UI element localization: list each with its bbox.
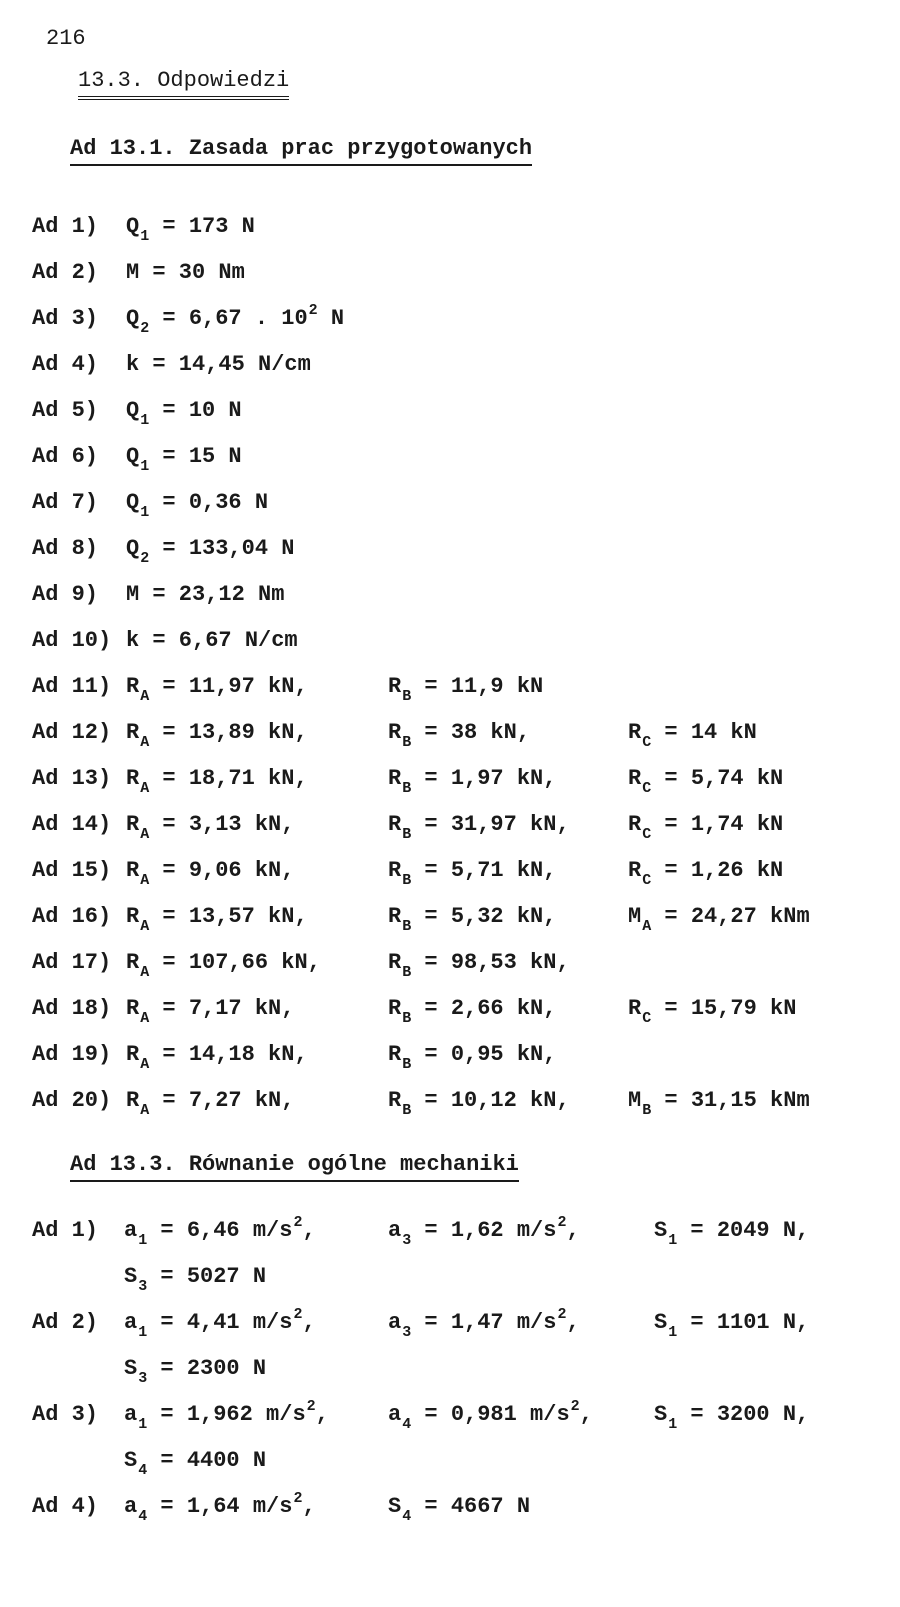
answer-label: Ad 6) [32,444,99,469]
answer-sub: 1 [138,1232,148,1249]
answer-rest: = 24,27 kNm [651,904,810,929]
answer-value [388,1398,593,1433]
answer-sub: B [402,918,412,935]
answer-value [388,1214,580,1249]
answer-value [124,1356,267,1387]
answer-rest: = 3200 N, [677,1402,810,1427]
answer-sub: C [642,872,652,889]
answer-sym: M [628,1088,642,1113]
answer-sym: a [124,1310,138,1335]
answer-rest: = 98,53 kN, [411,950,570,975]
answer-value [388,1494,531,1525]
answer-rest: = 4667 N [411,1494,531,1519]
answer-sym: a [124,1494,138,1519]
answer-value [126,766,308,797]
answer-tail: , [302,1218,316,1243]
answer-sym: R [126,996,140,1021]
answer-rest: = 173 N [149,214,255,239]
answer-rest: = 2,66 kN, [411,996,557,1021]
answer-sym: Q [126,444,140,469]
answer-label: Ad 1) [32,214,99,239]
answer-value [126,674,308,705]
answer-sym: a [388,1402,402,1427]
answer-sub: 1 [668,1232,678,1249]
answer-value [124,1448,267,1479]
answer-sub: 1 [668,1324,678,1341]
answer-label: Ad 1) [32,1218,99,1243]
answer-label: Ad 13) [32,766,112,791]
answer-rest: = 4400 N [147,1448,267,1473]
answer-rest: = 11,9 kN [411,674,544,699]
answer-sub: 1 [140,228,150,245]
answer-sym: a [124,1402,138,1427]
answer-sub: B [402,1056,412,1073]
answer-value [654,1218,810,1249]
answer-label: Ad 19) [32,1042,112,1067]
answer-sup: 2 [306,1398,316,1415]
answer-sym: a [388,1218,402,1243]
answer-value [126,1042,308,1073]
answer-value [388,1306,580,1341]
answer-sub: B [642,1102,652,1119]
answer-rest: = 31,15 kNm [651,1088,810,1113]
answer-sym: R [388,812,402,837]
answer-rest: = 4,41 m/s [147,1310,293,1335]
answer-sym: M [628,904,642,929]
answer-sym: R [126,950,140,975]
answer-value [126,858,295,889]
answer-sub: 3 [138,1278,148,1295]
answer-sym: Q [126,490,140,515]
answer-sym: M [126,582,140,607]
answer-rest: = 0,36 N [149,490,269,515]
answer-value [124,1214,316,1249]
answer-value [628,766,784,797]
answer-sub: B [402,872,412,889]
answer-value [388,996,557,1027]
answer-sup: 2 [293,1306,303,1323]
answer-sym: S [124,1448,138,1473]
answer-label: Ad 11) [32,674,112,699]
answer-sup: 2 [557,1214,567,1231]
answer-sym: R [628,858,642,883]
answer-value [388,904,557,935]
answer-label: Ad 17) [32,950,112,975]
answer-sub: C [642,780,652,797]
answer-sup: 2 [293,1490,303,1507]
answer-sym: R [388,904,402,929]
answer-label: Ad 3) [32,306,99,331]
answer-sym: R [388,720,402,745]
answer-sub: A [140,780,150,797]
answer-label: Ad 4) [32,352,99,377]
answer-sym: R [388,858,402,883]
answer-value [628,996,797,1027]
answer-sym: R [126,1042,140,1067]
answer-rest: = 5,32 kN, [411,904,557,929]
answer-value [124,1264,267,1295]
answer-value [124,1306,316,1341]
answer-value [654,1402,810,1433]
answer-sym: Q [126,214,140,239]
answer-sub: A [642,918,652,935]
answer-sym: R [388,1088,402,1113]
answer-sym: R [126,766,140,791]
answer-sub: B [402,1010,412,1027]
answer-sub: 3 [138,1370,148,1387]
answer-rest: = 1101 N, [677,1310,810,1335]
answer-rest: = 14,45 N/cm [139,352,311,377]
answer-value [388,950,570,981]
answer-sym: S [654,1402,668,1427]
answer-rest: = 2300 N [147,1356,267,1381]
part2-title: Ad 13.3. Równanie ogólne mechaniki [70,1152,519,1182]
answer-sym: S [654,1218,668,1243]
answer-sub: C [642,734,652,751]
answer-rest: = 10 N [149,398,242,423]
answer-label: Ad 12) [32,720,112,745]
answer-rest: = 15 N [149,444,242,469]
answer-sub: 2 [140,320,150,337]
part1-title: Ad 13.1. Zasada prac przygotowanych [70,136,532,166]
answer-rest: = 6,67 . 10 [149,306,308,331]
answer-value [126,812,295,843]
answer-sym: S [388,1494,402,1519]
answer-sym: R [126,812,140,837]
answer-rest: = 31,97 kN, [411,812,570,837]
answer-value [126,904,308,935]
answer-tail: N [317,306,345,331]
answer-sup: 2 [570,1398,580,1415]
answer-value [126,582,284,607]
answer-sym: Q [126,306,140,331]
section-title: 13.3. Odpowiedzi [78,68,289,100]
answer-sym: R [388,950,402,975]
answer-sub: B [402,826,412,843]
answer-label: Ad 2) [32,1310,99,1335]
answer-label: Ad 2) [32,260,99,285]
answer-sym: R [388,1042,402,1067]
answer-sub: A [140,1010,150,1027]
answer-sup: 2 [293,1214,303,1231]
answer-value [628,1088,810,1119]
answer-sym: Q [126,536,140,561]
answer-sym: R [628,766,642,791]
answer-rest: = 2049 N, [677,1218,810,1243]
answer-value [126,398,242,429]
answer-sym: R [126,1088,140,1113]
answer-sub: A [140,826,150,843]
answer-rest: = 1,62 m/s [411,1218,557,1243]
answer-value [628,720,757,751]
answer-sym: a [388,1310,402,1335]
answer-rest: = 1,26 kN [651,858,784,883]
answer-rest: = 5,74 kN [651,766,784,791]
answer-label: Ad 9) [32,582,99,607]
answer-sym: M [126,260,140,285]
answer-value [388,766,557,797]
answer-sym: R [628,996,642,1021]
answer-sub: A [140,918,150,935]
answer-rest: = 23,12 Nm [139,582,285,607]
answer-rest: = 133,04 N [149,536,295,561]
answer-value [388,858,557,889]
answer-sub: 1 [140,504,150,521]
answer-sym: a [124,1218,138,1243]
answer-label: Ad 4) [32,1494,99,1519]
answer-value [388,720,531,751]
answer-sym: k [126,352,140,377]
answer-sub: A [140,964,150,981]
answer-sub: 4 [402,1416,412,1433]
answer-value [126,1088,295,1119]
answer-sub: 4 [138,1462,148,1479]
answer-label: Ad 18) [32,996,112,1021]
answer-value [126,996,295,1027]
answer-rest: = 14 kN [651,720,757,745]
answer-rest: = 0,981 m/s [411,1402,570,1427]
answer-tail: , [579,1402,593,1427]
answer-sym: R [126,858,140,883]
answer-sub: 2 [140,550,150,567]
answer-rest: = 30 Nm [139,260,245,285]
answer-value [126,536,295,567]
answer-tail: , [566,1218,580,1243]
answer-sym: R [388,766,402,791]
answer-label: Ad 15) [32,858,112,883]
answer-sym: R [388,674,402,699]
answer-rest: = 1,74 kN [651,812,784,837]
answer-value [124,1398,329,1433]
answer-value [126,302,345,337]
answer-label: Ad 20) [32,1088,112,1113]
answer-value [654,1310,810,1341]
answer-sup: 2 [557,1306,567,1323]
answer-rest: = 14,18 kN, [149,1042,308,1067]
answer-rest: = 38 kN, [411,720,531,745]
answer-label: Ad 5) [32,398,99,423]
answer-tail: , [302,1494,316,1519]
answer-rest: = 3,13 kN, [149,812,295,837]
answer-rest: = 1,64 m/s [147,1494,293,1519]
answer-value [388,674,544,705]
answer-sym: S [124,1356,138,1381]
answer-value [628,812,784,843]
answer-sub: A [140,734,150,751]
answer-label: Ad 10) [32,628,112,653]
answer-sym: R [388,996,402,1021]
answer-sym: R [126,674,140,699]
answer-rest: = 13,89 kN, [149,720,308,745]
answer-sub: C [642,826,652,843]
answer-sup: 2 [308,302,318,319]
answer-value [628,904,810,935]
answer-value [126,214,255,245]
answer-sub: B [402,688,412,705]
answer-sub: 1 [138,1416,148,1433]
answer-value [126,628,298,653]
answer-sub: B [402,780,412,797]
answer-rest: = 13,57 kN, [149,904,308,929]
answer-rest: = 5027 N [147,1264,267,1289]
answer-rest: = 1,97 kN, [411,766,557,791]
answer-sub: B [402,1102,412,1119]
answer-value [126,720,308,751]
answer-rest: = 6,46 m/s [147,1218,293,1243]
answer-sym: Q [126,398,140,423]
answer-sub: 3 [402,1232,412,1249]
answer-sym: S [654,1310,668,1335]
answer-rest: = 1,47 m/s [411,1310,557,1335]
answer-value [388,1042,557,1073]
answer-rest: = 11,97 kN, [149,674,308,699]
answer-value [126,352,311,377]
answer-sub: 4 [138,1508,148,1525]
answer-sub: 1 [138,1324,148,1341]
answer-sub: A [140,688,150,705]
answer-sub: 1 [140,458,150,475]
answer-sub: 3 [402,1324,412,1341]
answer-tail: , [566,1310,580,1335]
answer-sub: A [140,1102,150,1119]
answer-sym: R [126,720,140,745]
answer-sub: 1 [140,412,150,429]
answer-sym: k [126,628,140,653]
answer-label: Ad 16) [32,904,112,929]
answer-tail: , [302,1310,316,1335]
answer-rest: = 7,27 kN, [149,1088,295,1113]
answer-sub: A [140,1056,150,1073]
answer-value [388,1088,570,1119]
answer-sym: S [124,1264,138,1289]
answer-sub: 1 [668,1416,678,1433]
answer-tail: , [315,1402,329,1427]
answer-label: Ad 8) [32,536,99,561]
answer-rest: = 5,71 kN, [411,858,557,883]
answer-value [628,858,784,889]
answer-rest: = 6,67 N/cm [139,628,298,653]
answer-sub: B [402,964,412,981]
answer-rest: = 107,66 kN, [149,950,321,975]
answer-rest: = 0,95 kN, [411,1042,557,1067]
answer-sub: A [140,872,150,889]
answer-rest: = 7,17 kN, [149,996,295,1021]
answer-rest: = 1,962 m/s [147,1402,306,1427]
answer-rest: = 15,79 kN [651,996,797,1021]
answer-value [126,444,242,475]
answer-value [126,490,269,521]
page-number: 216 [46,26,86,51]
answer-rest: = 10,12 kN, [411,1088,570,1113]
answer-sub: C [642,1010,652,1027]
answer-sub: B [402,734,412,751]
answer-value [126,950,321,981]
answer-sym: R [628,720,642,745]
answer-sym: R [628,812,642,837]
answer-value [124,1490,316,1525]
answer-value [388,812,570,843]
answer-label: Ad 7) [32,490,99,515]
answer-rest: = 9,06 kN, [149,858,295,883]
answer-sub: 4 [402,1508,412,1525]
answer-value [126,260,245,285]
answer-sym: R [126,904,140,929]
answer-label: Ad 3) [32,1402,99,1427]
answer-rest: = 18,71 kN, [149,766,308,791]
answer-label: Ad 14) [32,812,112,837]
